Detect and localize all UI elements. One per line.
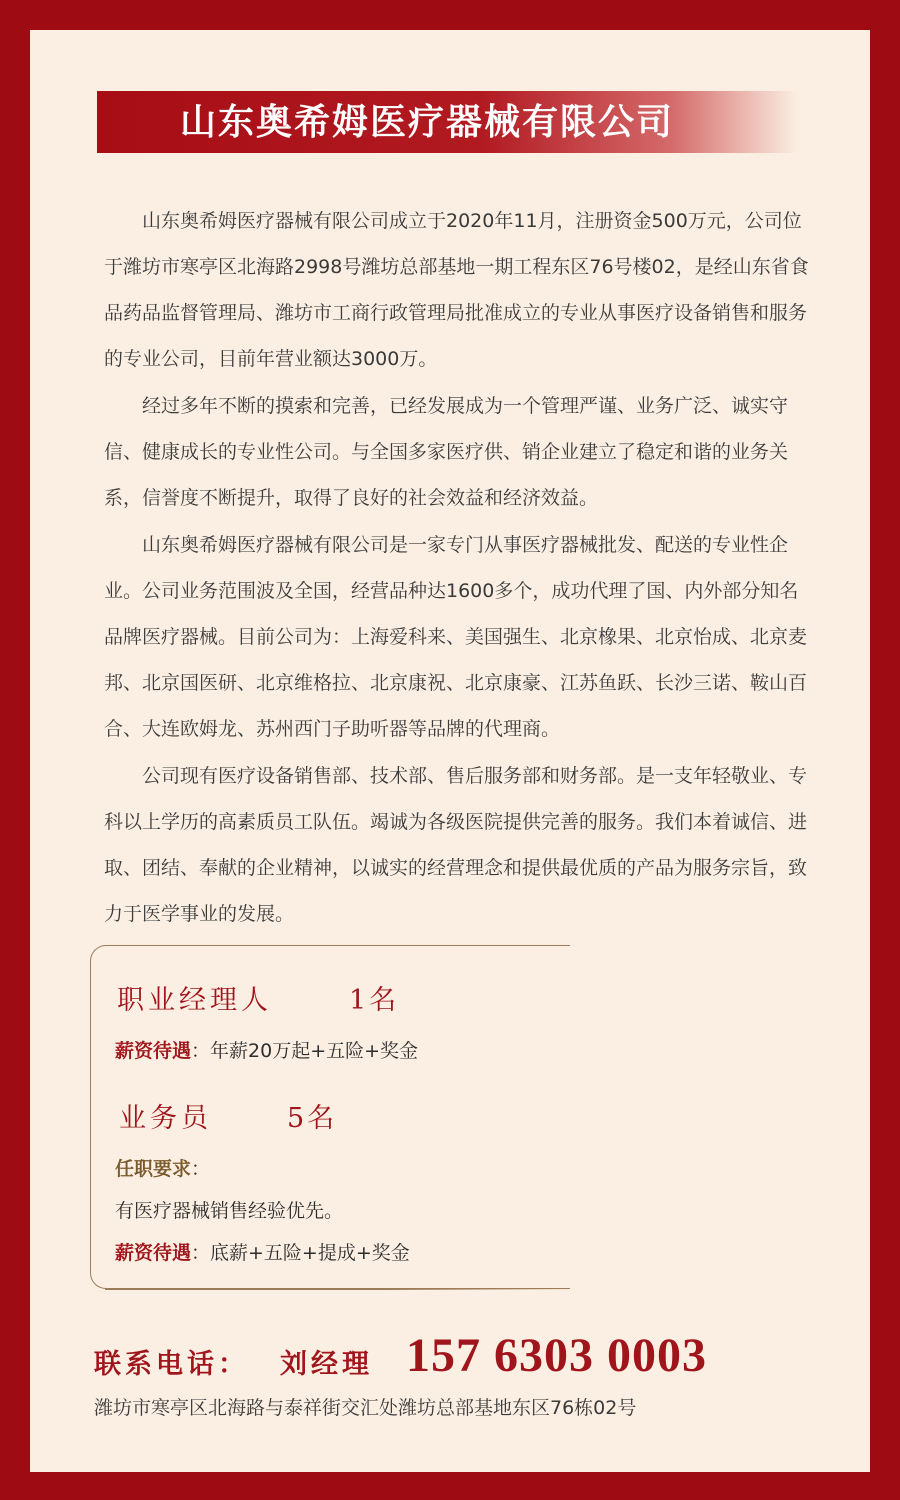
sales-requirement-label-line [115,1154,210,1181]
salary-label: 薪资待遇 [115,1040,192,1062]
poster-frame [30,30,870,1472]
manager-salary-line [115,1036,418,1063]
contact-phone-label: 联系电话： [94,1349,249,1380]
requirement-label: 任职要求 [115,1158,192,1180]
intro-paragraph: 山东奥希姆医疗器械有限公司成立于2020年11月，注册资金500万元，公司位于潍坊市寒亭区北海路2998号潍坊总部基地一期工程东区76号楼02，是经山东省食品药品监督管理局、潍坊市工商行政管理局批准成立的专业从事医疗设备销售和服务的专业公司，目前年营业额达3000万。 [104,210,809,370]
job-count-manager: 1名 [349,985,400,1016]
sales-requirement-value: 有医疗器械销售经验优先。 [115,1200,344,1222]
intro-paragraph: 公司现有医疗设备销售部、技术部、售后服务部和财务部。是一支年轻敬业、专科以上学历的高素质员工队伍。竭诚为各级医院提供完善的服务。我们本着诚信、进取、团结、奉献的企业精神，以诚实的经营理念和提供最优质的产品为服务宗旨，致力于医学事业的发展。 [104,765,808,925]
salary-label: 薪资待遇 [115,1242,192,1264]
salary-value: ：底薪+五险+提成+奖金 [191,1242,410,1264]
job-title-sales: 业务员 [119,1103,212,1134]
company-address: 潍坊市寒亭区北海路与泰祥街交汇处潍坊总部基地东区76栋02号 [94,1397,637,1419]
intro-paragraph: 山东奥希姆医疗器械有限公司是一家专门从事医疗器械批发、配送的专业性企业。公司业务范围波及全国，经营品种达1600多个，成功代理了国、内外部分知名品牌医疗器械。目前公司为：上海爱科来、美国强生、北京橡果、北京怡成、北京麦邦、北京国医研、北京维格拉、北京康祝、北京康豪、江苏鱼跃、长沙三诺、鞍山百合、大连欧姆龙、苏州西门子助听器等品牌的代理商。 [104,534,808,740]
contact-name: 刘经理 [280,1349,373,1380]
job-count-sales: 5名 [287,1103,338,1134]
sales-salary-line [115,1238,410,1265]
contact-phone-number[interactable]: 157 6303 0003 [406,1329,707,1382]
title-banner [97,91,797,153]
intro-paragraph: 经过多年不断的摸索和完善，已经发展成为一个管理严谨、业务广泛、诚实守信、健康成长的专业性公司。与全国多家医疗供、销企业建立了稳定和谐的业务关系，信誉度不断提升，取得了良好的社会效益和经济效益。 [104,395,789,509]
job-title-manager: 职业经理人 [117,985,272,1016]
company-intro [104,198,816,938]
job-listing-box [90,945,570,1289]
company-title: 山东奥希姆医疗器械有限公司 [179,101,674,143]
salary-value: ：年薪20万起+五险+奖金 [191,1040,419,1062]
requirement-colon: ： [191,1158,211,1180]
